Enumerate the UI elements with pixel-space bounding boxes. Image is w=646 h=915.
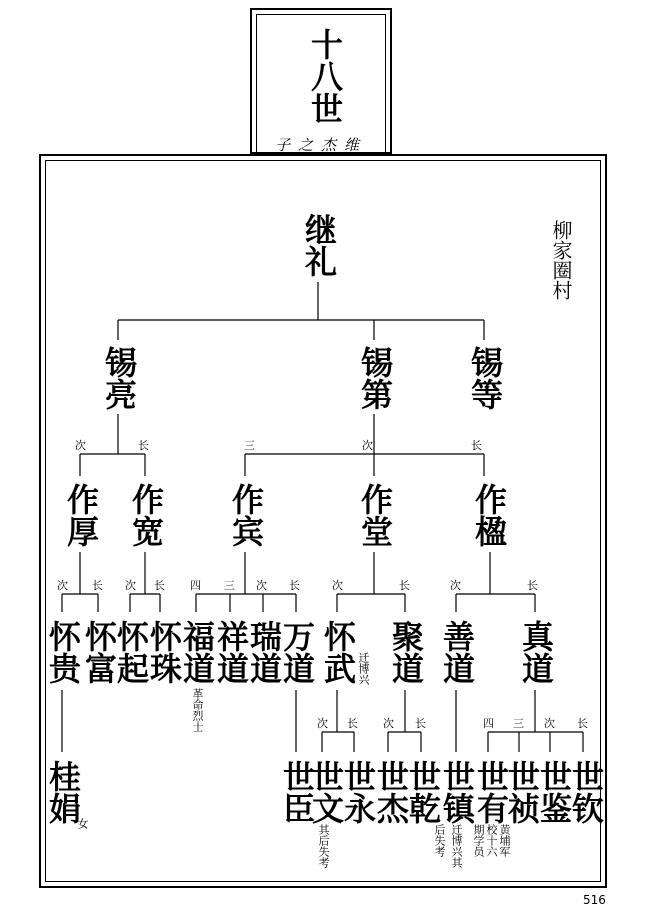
birth-order-label: 长	[92, 579, 103, 592]
level4-person: 世永	[339, 760, 377, 824]
birth-order-label: 三	[224, 579, 235, 592]
birth-order-label: 长	[289, 579, 300, 592]
level3-person: 祥道	[212, 620, 250, 684]
birth-order-label: 长	[347, 717, 358, 730]
level2-person: 作楹	[470, 483, 508, 547]
level4-person: 世钦	[567, 760, 605, 824]
level4-person: 世乾	[404, 760, 442, 824]
level4-person: 世杰	[372, 760, 410, 824]
level3-person: 真道	[517, 620, 555, 684]
birth-order-label: 长	[471, 439, 482, 452]
birth-order-label: 三	[244, 439, 255, 452]
birth-order-label: 长	[154, 579, 165, 592]
level3-person: 瑞道	[245, 620, 283, 684]
annotation-note: 其后失考	[317, 824, 330, 868]
birth-order-label: 次	[362, 439, 373, 452]
level3-person: 怀武	[319, 620, 357, 684]
level1-person: 锡等	[466, 346, 504, 410]
level4-person: 世有	[472, 760, 510, 824]
level2-person: 作堂	[356, 483, 394, 547]
level3-person: 善道	[438, 620, 476, 684]
annotation-note: 后失考	[433, 824, 446, 857]
level3-person: 怀贵	[44, 620, 82, 684]
generation-subtitle: 子之杰维	[274, 136, 367, 154]
birth-order-label: 次	[256, 579, 267, 592]
annotation-note: 迁博兴	[357, 652, 370, 685]
birth-order-label: 次	[125, 579, 136, 592]
birth-order-label: 长	[138, 439, 149, 452]
level4-person: 世臣	[278, 760, 316, 824]
level1-person: 锡第	[356, 346, 394, 410]
level2-person: 作厚	[62, 483, 100, 547]
birth-order-label: 四	[483, 717, 494, 730]
birth-order-label: 四	[190, 579, 201, 592]
level4-person: 世文	[307, 760, 345, 824]
root-ancestor-name: 继礼	[300, 213, 338, 277]
birth-order-label: 长	[577, 717, 588, 730]
annotation-note: 迁博兴其	[450, 824, 463, 868]
birth-order-label: 长	[527, 579, 538, 592]
birth-order-label: 长	[415, 717, 426, 730]
level3-person: 福道	[178, 620, 216, 684]
village-name: 柳家圈村	[549, 220, 573, 300]
annotation-note: 黄埔军	[498, 824, 511, 857]
level4-person: 桂娟	[44, 760, 82, 824]
level3-person: 万道	[278, 620, 316, 684]
level2-person: 作宾	[227, 483, 265, 547]
birth-order-label: 长	[399, 579, 410, 592]
level4-person: 世镇	[438, 760, 476, 824]
level3-person: 怀富	[80, 620, 118, 684]
level1-person: 锡亮	[100, 346, 138, 410]
level3-person: 怀珠	[145, 620, 183, 684]
birth-order-label: 次	[450, 579, 461, 592]
level3-person: 怀起	[112, 620, 150, 684]
level2-person: 作宽	[127, 483, 165, 547]
annotation-note: 革命烈士	[191, 688, 204, 732]
birth-order-label: 次	[544, 717, 555, 730]
birth-order-label: 次	[57, 579, 68, 592]
annotation-note: 校十六	[485, 824, 498, 857]
birth-order-label: 次	[383, 717, 394, 730]
level4-person: 世祯	[503, 760, 541, 824]
birth-order-label: 次	[75, 439, 86, 452]
generation-title: 十八世	[306, 28, 344, 124]
level4-person: 世鉴	[535, 760, 573, 824]
annotation-note: 女	[76, 818, 89, 829]
birth-order-label: 三	[513, 717, 524, 730]
birth-order-label: 次	[332, 579, 343, 592]
annotation-note: 期学员	[472, 824, 485, 857]
birth-order-label: 次	[317, 717, 328, 730]
page-number: 516	[583, 893, 606, 907]
level3-person: 聚道	[387, 620, 425, 684]
